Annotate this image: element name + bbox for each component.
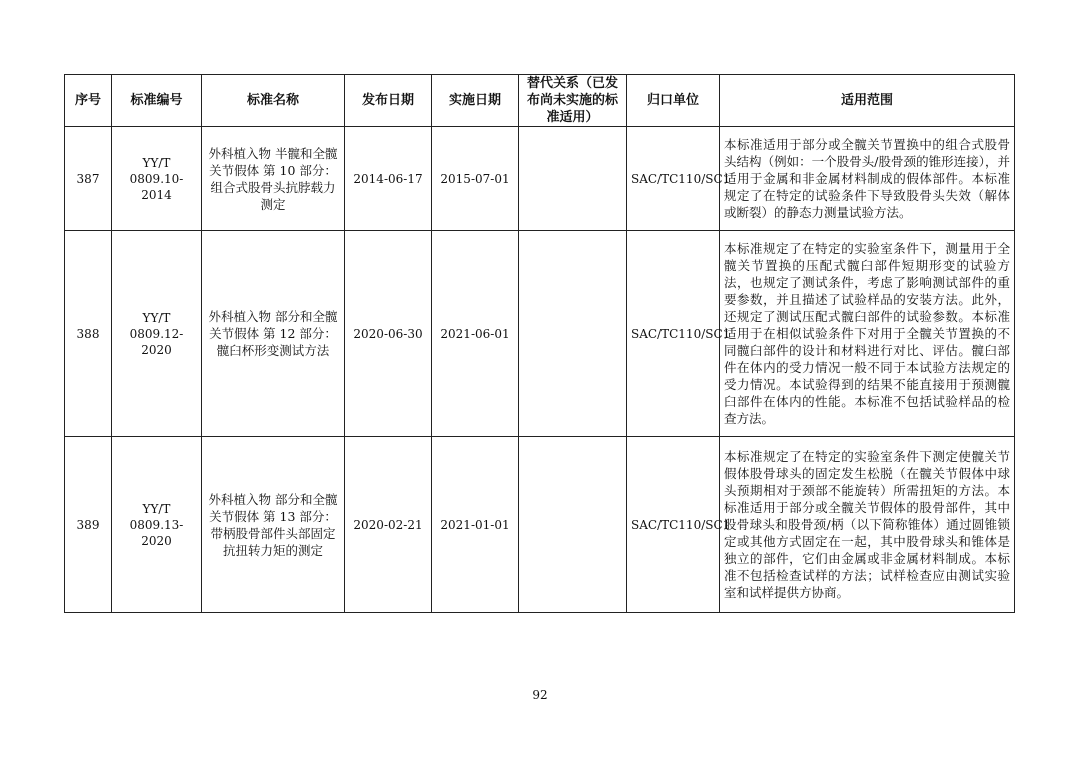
cell-department: SAC/TC110/SC1 xyxy=(627,127,720,231)
header-code: 标准编号 xyxy=(112,75,202,127)
header-publish-date: 发布日期 xyxy=(345,75,432,127)
cell-replacement xyxy=(519,127,627,231)
table-row xyxy=(65,437,1015,613)
cell-publish-date: 2020-06-30 xyxy=(345,231,432,437)
cell-seq: 389 xyxy=(65,437,112,613)
header-replacement: 替代关系（已发布尚未实施的标准适用） xyxy=(519,75,627,127)
cell-department: SAC/TC110/SC1 xyxy=(627,437,720,613)
cell-scope: 本标准适用于部分或全髋关节置换中的组合式股骨头结构（例如：一个股骨头/股骨颈的锥形连接），并适用于金属和非金属材料制成的假体部件。本标准规定了在特定的试验条件下导致股骨头失效（解体或断裂）的静态力测量试验方法。 xyxy=(720,127,1015,231)
cell-name: 外科植入物 半髋和全髋关节假体 第 10 部分：组合式股骨头抗脖载力测定 xyxy=(202,127,345,231)
table-row xyxy=(65,127,1015,231)
header-implement-date: 实施日期 xyxy=(432,75,519,127)
cell-seq: 387 xyxy=(65,127,112,231)
header-department: 归口单位 xyxy=(627,75,720,127)
cell-seq: 388 xyxy=(65,231,112,437)
cell-replacement xyxy=(519,231,627,437)
cell-replacement xyxy=(519,437,627,613)
cell-code: YY/T 0809.12-2020 xyxy=(112,231,202,437)
cell-name: 外科植入物 部分和全髋关节假体 第 13 部分：带柄股骨部件头部固定抗扭转力矩的测定 xyxy=(202,437,345,613)
cell-implement-date: 2021-01-01 xyxy=(432,437,519,613)
cell-code: YY/T 0809.13-2020 xyxy=(112,437,202,613)
cell-department: SAC/TC110/SC1 xyxy=(627,231,720,437)
cell-name: 外科植入物 部分和全髋关节假体 第 12 部分：髋臼杯形变测试方法 xyxy=(202,231,345,437)
cell-implement-date: 2015-07-01 xyxy=(432,127,519,231)
header-row xyxy=(65,75,1015,127)
cell-publish-date: 2020-02-21 xyxy=(345,437,432,613)
header-name: 标准名称 xyxy=(202,75,345,127)
cell-publish-date: 2014-06-17 xyxy=(345,127,432,231)
standards-table xyxy=(64,74,1015,613)
cell-implement-date: 2021-06-01 xyxy=(432,231,519,437)
header-scope: 适用范围 xyxy=(720,75,1015,127)
header-seq: 序号 xyxy=(65,75,112,127)
table-row xyxy=(65,231,1015,437)
cell-scope: 本标准规定了在特定的实验室条件下测定使髋关节假体股骨球头的固定发生松脱（在髋关节假体中球头预期相对于颈部不能旋转）所需扭矩的方法。本标准适用于部分或全髋关节假体的股骨部件，其中股骨球头和股骨颈/柄（以下简称锥体）通过圆锥锁定或其他方式固定在一起，其中股骨球头和锥体是独立的部件，它们由金属或非金属材料制成。本标准不包括检查试样的方法；试样检查应由测试实验室和试样提供方协商。 xyxy=(720,437,1015,613)
cell-code: YY/T 0809.10-2014 xyxy=(112,127,202,231)
cell-scope: 本标准规定了在特定的实验室条件下，测量用于全髋关节置换的压配式髋臼部件短期形变的试验方法，也规定了测试条件，考虑了影响测试部件的重要参数，并且描述了试验样品的安装方法。此外，还规定了测试压配式髋臼部件的试验参数。本标准适用于在相似试验条件下对用于全髋关节置换的不同髋臼部件的设计和材料进行对比、评估。髋臼部件在体内的受力情况一般不同于本试验方法规定的受力情况。本试验得到的结果不能直接用于预测髋臼部件在体内的性能。本标准不包括试验样品的检查方法。 xyxy=(720,231,1015,437)
page-number: 92 xyxy=(532,688,548,702)
